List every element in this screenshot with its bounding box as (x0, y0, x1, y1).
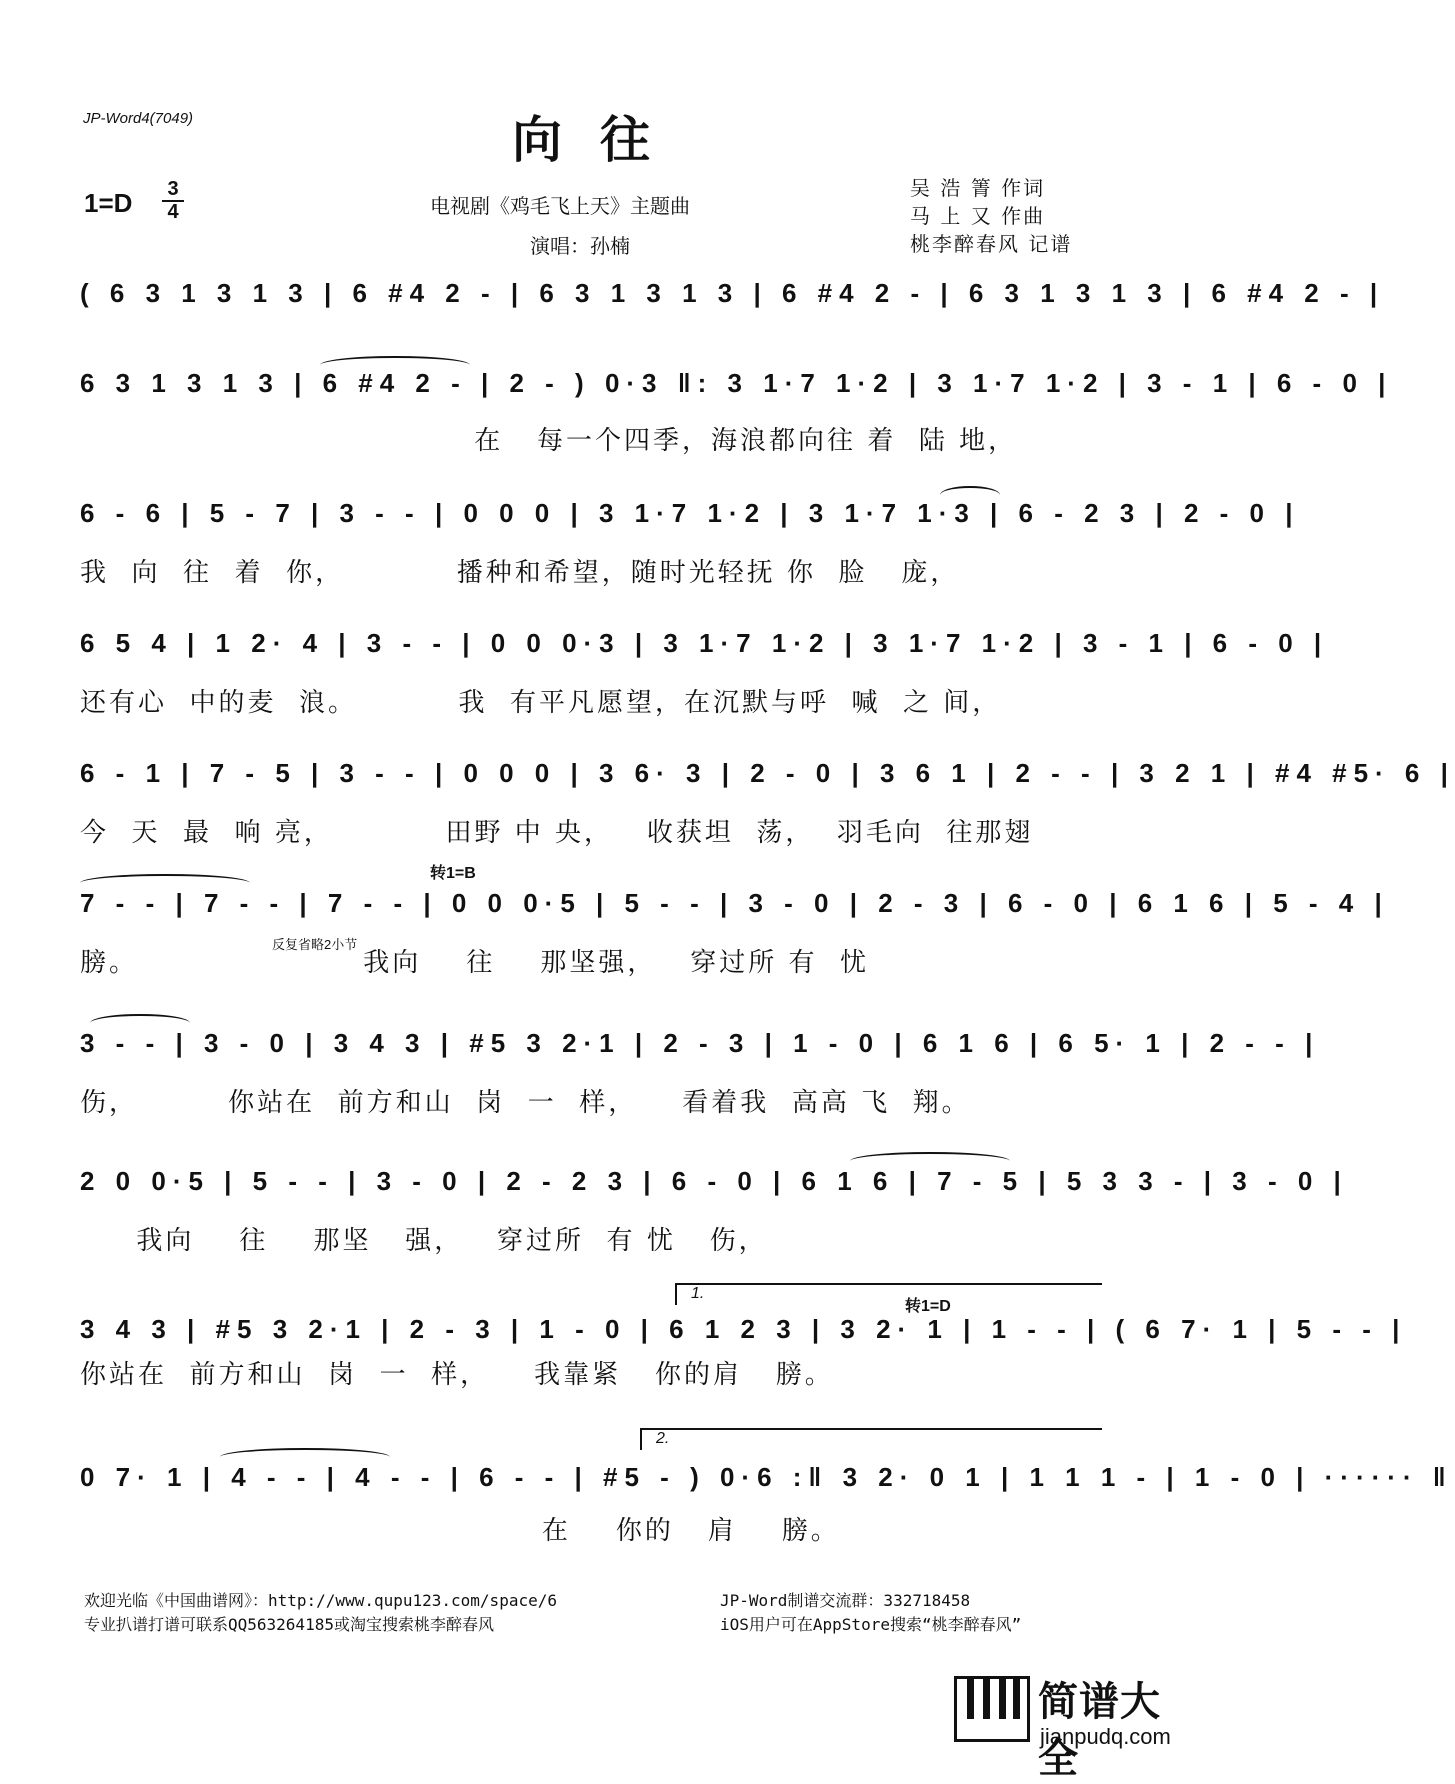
tie-mark (80, 874, 250, 892)
singer-credit: 演唱：孙楠 (530, 234, 630, 258)
score-row-2 (80, 360, 1393, 406)
logo-url: jianpudq.com (1040, 1724, 1171, 1749)
lyric-line-9: 你站在 前方和山 岗 一 样， 我靠紧 你的肩 膀。 (80, 1360, 834, 1390)
lyric-line-5: 今 天 最 响 亮， 田野 中 央， 收获坦 荡， 羽毛向 往那翅 (80, 818, 1034, 848)
software-version: JP-Word4(7049) (83, 110, 194, 127)
repeat-note: 反复省略2小节 (272, 937, 358, 952)
score-row-6 (80, 880, 1389, 926)
notation-line: 6 - 6 | 5 - 7 | 3 - - | 0 0 0 | 3 1·7 1·2 | 3 1·7 1·3 | 6 - 2 3 | 2 - 0 | (80, 498, 1300, 528)
score-row-10 (80, 1454, 1453, 1500)
score-row-3 (80, 490, 1300, 536)
notation-line: 3 - - | 3 - 0 | 3 4 3 | #5 3 2·1 | 2 - 3 | 1 - 0 | 6 1 6 | 6 5· 1 | 2 - - | (80, 1028, 1320, 1058)
lyricist-credit: 吴 浩 箐 作词 (910, 176, 1046, 200)
transcriber-credit: 桃李醉春风 记谱 (910, 232, 1073, 256)
lyric-line-7: 伤， 你站在 前方和山 岗 一 样， 看着我 高高 飞 翔。 (80, 1088, 971, 1118)
notation-line: 6 5 4 | 1 2· 4 | 3 - - | 0 0 0·3 | 3 1·7 1·2 | 3 1·7 1·2 | 3 - 1 | 6 - 0 | (80, 628, 1329, 658)
lyric-line-4: 还有心 中的麦 浪。 我 有平凡愿望，在沉默与呼 喊 之 间， (80, 688, 1002, 718)
song-subtitle: 电视剧《鸡毛飞上天》主题曲 (430, 194, 690, 218)
lyric-line-3: 我 向 往 着 你， 播种和希望，随时光轻抚 你 脸 庞， (80, 558, 960, 588)
notation-line: 6 - 1 | 7 - 5 | 3 - - | 0 0 0 | 3 6· 3 | 2 - 0 | 3 6 1 | 2 - - | 3 2 1 | #4 #5· 6 | (80, 758, 1455, 788)
footer-ios: iOS用户可在AppStore搜索“桃李醉春风” (720, 1615, 1022, 1634)
score-row-1 (80, 270, 1385, 316)
score-row-7 (80, 1020, 1320, 1066)
tie-mark (220, 1448, 390, 1466)
notation-line: 7 - - | 7 - - | 7 - - | 0 0 0·5 | 5 - - | 3 - 0 | 2 - 3 | 6 - 0 | 6 1 6 | 5 - 4 | (80, 888, 1389, 918)
volta-label: 2. (656, 1430, 670, 1447)
score-row-4 (80, 620, 1329, 666)
tie-mark (320, 356, 470, 374)
notation-line: 6 3 1 3 1 3 | 6 #4 2 - | 2 - ) 0·3 ‖: 3 1·7 1·2 | 3 1·7 1·2 | 3 - 1 | 6 - 0 | (80, 368, 1393, 398)
footer-website: 欢迎光临《中国曲谱网》：http://www.qupu123.com/space/6 (84, 1591, 557, 1610)
footer-group: JP-Word制谱交流群：332718458 (720, 1591, 971, 1610)
piano-icon (954, 1676, 1030, 1742)
tie-mark (90, 1014, 190, 1032)
lyric-line-2: 在 每一个四季，海浪都向往 着 陆 地， (80, 426, 1018, 456)
modulation-label: 转1=D (905, 1298, 951, 1315)
key-signature: 1=D (84, 188, 133, 218)
tie-mark (940, 486, 1000, 504)
volta-bracket-1 (675, 1283, 1102, 1305)
logo-text: 简谱大全 (1038, 1679, 1161, 1782)
notation-line: 2 0 0·5 | 5 - - | 3 - 0 | 2 - 2 3 | 6 - 0 | 6 1 6 | 7 - 5 | 5 3 3 - | 3 - 0 | (80, 1166, 1348, 1196)
notation-line: ( 6 3 1 3 1 3 | 6 #4 2 - | 6 3 1 3 1 3 | 6 #4 2 - | 6 3 1 3 1 3 | 6 #4 2 - | (80, 278, 1385, 308)
volta-label: 1. (691, 1285, 705, 1302)
time-signature-top: 3 (167, 178, 179, 200)
modulation-label: 转1=B (430, 865, 476, 882)
score-row-9 (80, 1306, 1407, 1352)
score-row-5 (80, 750, 1455, 796)
footer-contact: 专业扒谱打谱可联系QQ563264185或淘宝搜索桃李醉春风 (84, 1615, 494, 1634)
time-signature (160, 180, 186, 222)
song-title: 向往 (512, 110, 688, 169)
notation-line: 3 4 3 | #5 3 2·1 | 2 - 3 | 1 - 0 | 6 1 2 3 | 3 2· 1 | 1 - - | ( 6 7· 1 | 5 - - | (80, 1314, 1407, 1344)
volta-bracket-2 (640, 1428, 1102, 1450)
site-logo (950, 1668, 1190, 1782)
lyric-line-6: 膀。 我向 往 那坚强， 穿过所 有 忧 (80, 948, 869, 978)
composer-credit: 马 上 又 作曲 (910, 204, 1046, 228)
lyric-line-8: 我向 往 那坚 强， 穿过所 有 忧 伤， (80, 1226, 768, 1256)
notation-line: 0 7· 1 | 4 - - | 4 - - | 6 - - | #5 - ) 0·6 :‖ 3 2· 0 1 | 1 1 1 - | 1 - 0 | ······ ‖ (80, 1462, 1453, 1492)
score-row-8 (80, 1158, 1348, 1204)
tie-mark (850, 1152, 1010, 1170)
time-signature-bottom: 4 (167, 201, 179, 223)
lyric-line-10: 在 你的 肩 膀。 (80, 1516, 840, 1546)
